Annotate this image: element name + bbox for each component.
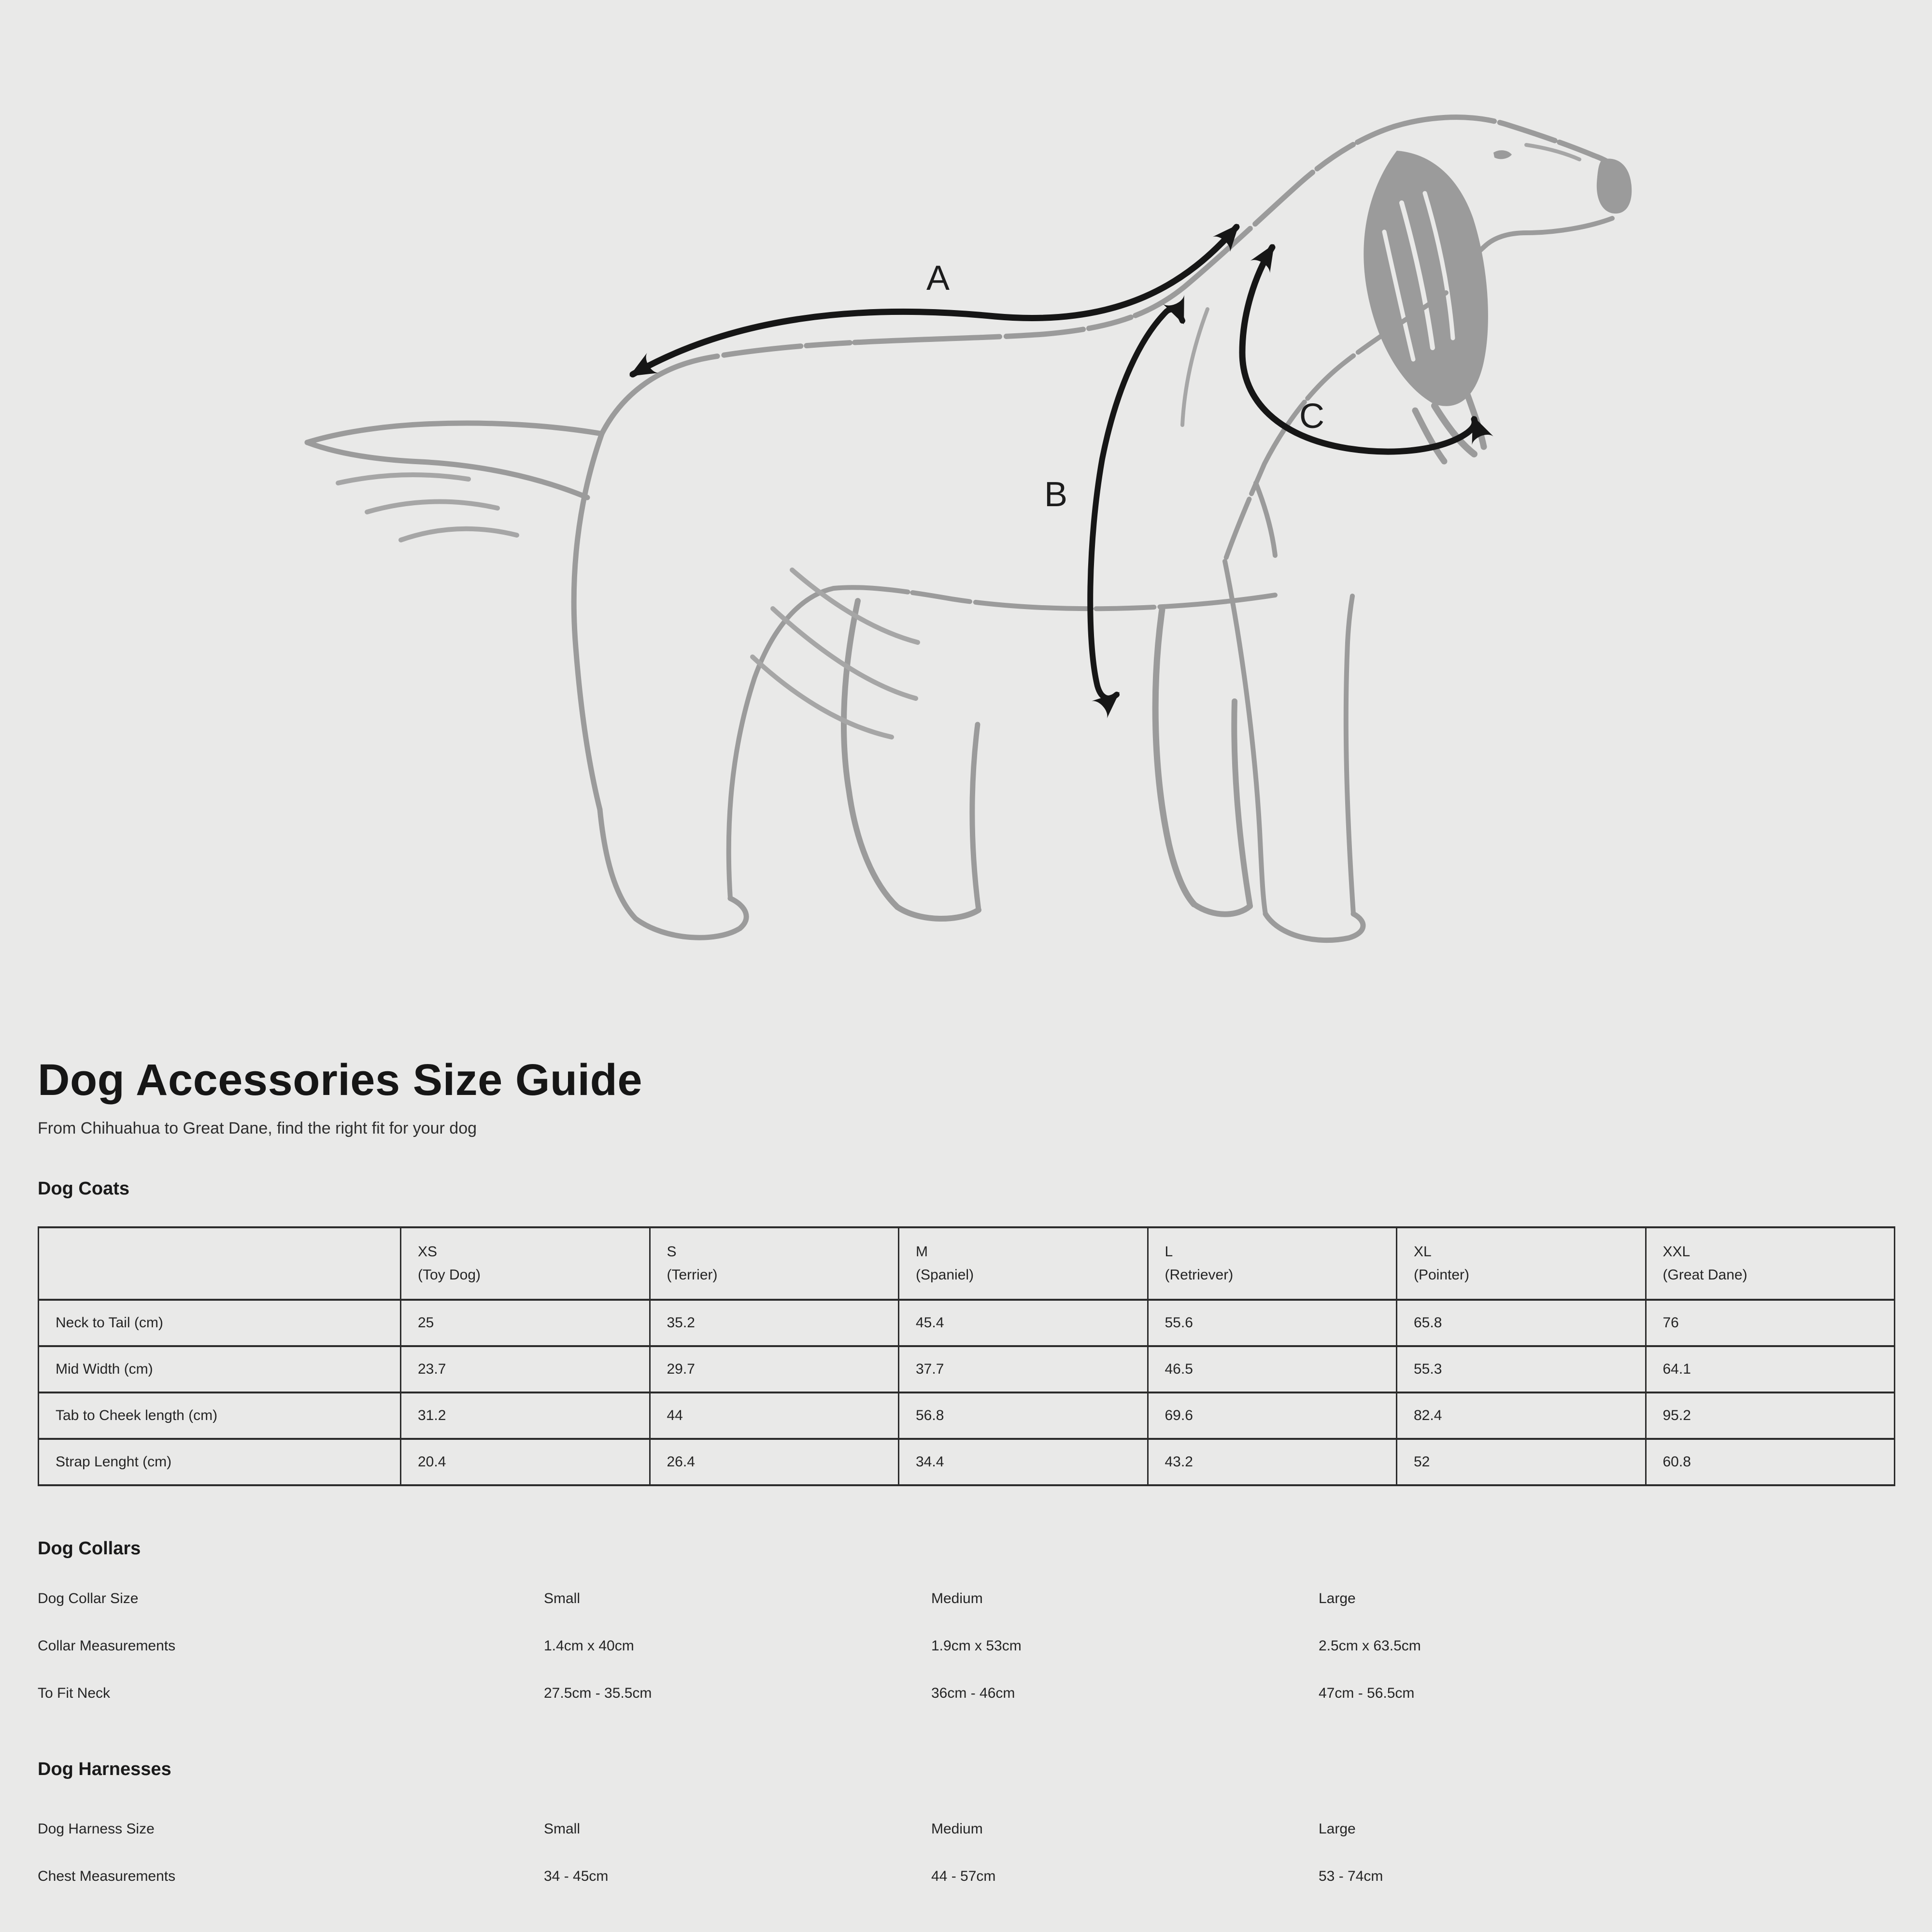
coats-cell: 23.7 — [401, 1346, 650, 1392]
spec-value: 34 - 45cm — [544, 1868, 609, 1884]
dog-nose — [1597, 158, 1632, 213]
coats-cell: 26.4 — [650, 1439, 899, 1485]
dog-tail-feather — [338, 475, 469, 483]
spec-value: 1.9cm x 53cm — [931, 1638, 1022, 1654]
harnesses-heading: Dog Harnesses — [38, 1759, 171, 1779]
dog-tail — [307, 423, 602, 442]
spec-value: 44 - 57cm — [931, 1868, 996, 1884]
dog-far-front-leg — [1155, 610, 1194, 904]
coats-column-header-m — [899, 1227, 1148, 1300]
coats-column-header-xs — [401, 1227, 650, 1300]
measurement-label-a: A — [926, 259, 950, 298]
dog-belly-line — [834, 587, 1275, 609]
spec-value: Medium — [931, 1591, 983, 1606]
coats-cell: 76 — [1646, 1300, 1895, 1346]
dog-far-hind-leg — [844, 601, 897, 907]
coats-cell: 37.7 — [899, 1346, 1148, 1392]
coats-size-label: S — [667, 1244, 677, 1260]
measurement-label-b: B — [1044, 475, 1068, 514]
spec-value: Small — [544, 1821, 581, 1837]
harness-row-size — [38, 1820, 1894, 1838]
coats-cell: 44 — [650, 1392, 899, 1439]
coats-table — [38, 1226, 1895, 1486]
spec-label: Dog Collar Size — [38, 1591, 139, 1606]
measurement-label-c: C — [1299, 397, 1324, 436]
coats-row-mid-width — [39, 1346, 1895, 1392]
dog-harnesses-section — [0, 1759, 1932, 1885]
dog-hind-leg — [574, 434, 602, 810]
dog-shoulder-line — [1182, 309, 1208, 425]
coats-cell: 82.4 — [1397, 1392, 1646, 1439]
dog-chest-fur — [1256, 483, 1275, 555]
coats-cell: 31.2 — [401, 1392, 650, 1439]
dog-back-outline — [602, 127, 1394, 434]
coats-breed-label: (Terrier) — [667, 1267, 718, 1283]
coats-breed-label: (Pointer) — [1414, 1267, 1470, 1283]
page-header — [0, 1055, 1932, 1138]
coats-header-row — [39, 1227, 1895, 1300]
coats-breed-label: (Retriever) — [1165, 1267, 1234, 1283]
dog-front-leg — [1346, 596, 1353, 914]
dog-far-hind-leg — [972, 724, 979, 910]
collars-row-measurements — [38, 1637, 1894, 1655]
dog-collars-section — [0, 1538, 1932, 1702]
spec-value: 1.4cm x 40cm — [544, 1638, 634, 1654]
coats-cell: 29.7 — [650, 1346, 899, 1392]
dog-tail — [307, 442, 587, 497]
coats-cell: 56.8 — [899, 1392, 1148, 1439]
coats-column-header-l — [1148, 1227, 1397, 1300]
spec-value: 36cm - 46cm — [931, 1685, 1015, 1701]
coats-column-header-xxl — [1646, 1227, 1895, 1300]
coats-cell: 52 — [1397, 1439, 1646, 1485]
coats-row-tab-to-cheek — [39, 1392, 1895, 1439]
collars-specs — [0, 1590, 1932, 1702]
coats-cell: 43.2 — [1148, 1439, 1397, 1485]
dog-thigh-fur — [753, 657, 892, 737]
spec-value: 47cm - 56.5cm — [1319, 1685, 1415, 1701]
dog-illustration — [307, 117, 1632, 940]
coats-size-label: XL — [1414, 1244, 1432, 1260]
harnesses-specs — [0, 1820, 1932, 1885]
spec-value: 27.5cm - 35.5cm — [544, 1685, 652, 1701]
coats-row-neck-to-tail — [39, 1300, 1895, 1346]
dog-hind-leg — [729, 588, 834, 898]
coats-heading: Dog Coats — [38, 1179, 129, 1199]
collars-row-size — [38, 1590, 1894, 1607]
collars-row-fit-neck — [38, 1685, 1894, 1702]
dog-far-hind-paw — [897, 907, 979, 919]
spec-value: 53 - 74cm — [1319, 1868, 1383, 1884]
coats-empty-header — [39, 1227, 401, 1300]
dog-ear-fur — [1364, 151, 1488, 406]
coats-breed-label: (Great Dane) — [1662, 1267, 1747, 1283]
coats-breed-label: (Toy Dog) — [418, 1267, 481, 1283]
collars-heading: Dog Collars — [38, 1538, 141, 1559]
coats-cell: 34.4 — [899, 1439, 1148, 1485]
coats-breed-label: (Spaniel) — [916, 1267, 974, 1283]
coats-row-label: Neck to Tail (cm) — [39, 1300, 401, 1346]
coats-size-label: M — [916, 1244, 928, 1260]
spec-value: Large — [1319, 1821, 1356, 1837]
spec-label: Dog Harness Size — [38, 1821, 155, 1837]
page-subtitle: From Chihuahua to Great Dane, find the right fit for your dog — [38, 1119, 477, 1137]
coats-size-label: L — [1165, 1244, 1173, 1260]
coats-cell: 55.3 — [1397, 1346, 1646, 1392]
coats-row-strap-length — [39, 1439, 1895, 1485]
dog-hind-paw — [600, 810, 746, 938]
spec-label: Collar Measurements — [38, 1638, 176, 1654]
coats-cell: 65.8 — [1397, 1300, 1646, 1346]
coats-row-label: Strap Lenght (cm) — [39, 1439, 401, 1485]
page-title: Dog Accessories Size Guide — [38, 1055, 643, 1105]
coats-cell: 20.4 — [401, 1439, 650, 1485]
dog-eye — [1493, 150, 1512, 159]
coats-column-header-xl — [1397, 1227, 1646, 1300]
measurement-arrow-a — [633, 227, 1236, 374]
spec-value: Small — [544, 1591, 581, 1606]
coats-column-header-s — [650, 1227, 899, 1300]
coats-size-label: XXL — [1662, 1244, 1690, 1260]
dog-mouth-line — [1486, 218, 1612, 245]
dog-far-front-paw — [1194, 904, 1250, 914]
coats-size-label: XS — [418, 1244, 438, 1260]
dog-tail-feather — [367, 502, 497, 512]
coats-cell: 95.2 — [1646, 1392, 1895, 1439]
coats-cell: 46.5 — [1148, 1346, 1397, 1392]
coats-cell: 25 — [401, 1300, 650, 1346]
measurement-arrow-b — [1090, 310, 1182, 698]
dog-far-front-leg — [1234, 701, 1250, 906]
spec-label: To Fit Neck — [38, 1685, 111, 1701]
harness-row-chest — [38, 1868, 1894, 1885]
dog-tail-feather — [401, 529, 517, 540]
coats-row-label: Mid Width (cm) — [39, 1346, 401, 1392]
dog-coats-section — [0, 1179, 1932, 1486]
coats-cell: 64.1 — [1646, 1346, 1895, 1392]
coats-cell: 55.6 — [1148, 1300, 1397, 1346]
coats-cell: 60.8 — [1646, 1439, 1895, 1485]
coats-row-label: Tab to Cheek length (cm) — [39, 1392, 401, 1439]
dog-front-paw — [1265, 914, 1363, 940]
coats-cell: 45.4 — [899, 1300, 1148, 1346]
coats-cell: 35.2 — [650, 1300, 899, 1346]
coats-cell: 69.6 — [1148, 1392, 1397, 1439]
spec-label: Chest Measurements — [38, 1868, 176, 1884]
spec-value: 2.5cm x 63.5cm — [1319, 1638, 1421, 1654]
spec-value: Large — [1319, 1591, 1356, 1606]
spec-value: Medium — [931, 1821, 983, 1837]
